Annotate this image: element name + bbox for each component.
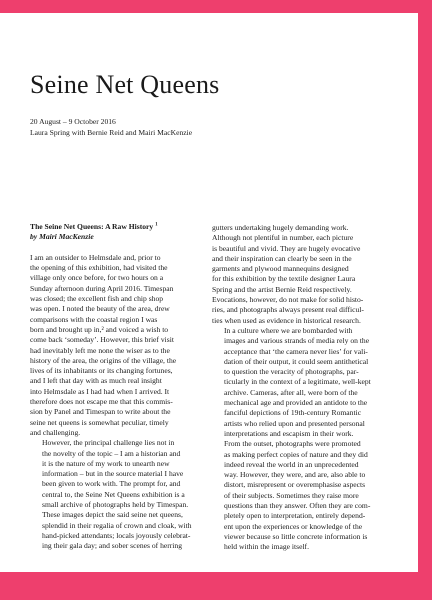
text-line: village only once before, for two hours on a xyxy=(30,273,164,283)
text-line: However, the principal challenge lies not in xyxy=(42,438,175,448)
text-line: garments and plywood mannequins designed xyxy=(212,264,349,274)
text-line: Although not plentiful in number, each picture xyxy=(212,233,354,243)
text-line: ent upon the experiences or knowledge of the xyxy=(224,521,363,531)
text-line: Spring and the artist Bernie Reid respectively. xyxy=(212,284,352,294)
text-line: born and brought up in,² and voiced a wish to xyxy=(30,324,169,334)
text-line: history of the area, the origins of the village, the xyxy=(30,355,177,365)
text-line: pletely open to interpretation, entirely depend- xyxy=(224,511,366,521)
text-line: was closed; the excellent fish and chip shop xyxy=(30,294,164,304)
text-line: viewer because so little concrete information is xyxy=(224,531,368,541)
text-line: held within the image itself. xyxy=(224,542,309,552)
text-line: been given to work with. The prompt for, and xyxy=(42,479,181,489)
text-line: Sunday afternoon during April 2016. Timespan xyxy=(30,283,174,293)
text-line: ticularly in the context of a legitimate, well-kept xyxy=(224,377,371,387)
exhibition-artists: Laura Spring with Bernie Reid and Mairi MacKenzie xyxy=(30,128,193,137)
accent-bar-top xyxy=(0,0,432,13)
right-column-body xyxy=(212,223,393,553)
exhibition-meta xyxy=(30,116,192,138)
page-title: Seine Net Queens xyxy=(30,70,220,99)
text-line: information – but in the source material I have xyxy=(42,469,184,479)
text-line: gutters undertaking hugely demanding work. xyxy=(212,223,349,232)
text-line: ries, and photographs always present real difficul- xyxy=(212,305,364,315)
article-author: by Mairi MacKenzie xyxy=(30,232,94,242)
text-line: therefore does not escape me that this commis- xyxy=(30,397,173,407)
text-line: comparisons with the coastal region I was xyxy=(30,314,158,324)
text-line: the novelty of the topic – I am a historian and xyxy=(42,448,181,458)
text-line: artists who relied upon and presented personal xyxy=(224,418,365,428)
text-line: I am an outsider to Helmsdale and, prior to xyxy=(30,252,161,262)
text-line: of their subjects. Sometimes they raise more xyxy=(224,490,359,500)
paragraph xyxy=(30,438,211,551)
text-line: the opening of this exhibition, had visited the xyxy=(30,263,168,273)
text-line: for this exhibition by the textile designer Laura xyxy=(212,274,356,284)
article-title-footnote: 1 xyxy=(155,222,158,228)
text-line: ties when used as evidence in historical research. xyxy=(212,315,361,325)
left-column-body xyxy=(30,253,211,552)
text-line: These images depict the said seine net queens, xyxy=(42,510,183,520)
accent-bar-bottom xyxy=(0,572,432,600)
text-line: and their inspiration can clearly be seen in the xyxy=(212,253,352,263)
text-line: dation of their output, it could seem antithetical xyxy=(224,356,369,366)
text-line: as making perfect copies of nature and they did xyxy=(224,449,368,459)
text-line: is beautiful and vivid. They are hugely evocative xyxy=(212,243,361,253)
text-line: ing their gala day; and sober scenes of herring xyxy=(42,541,183,551)
text-line: acceptance that ‘the camera never lies’ for vali- xyxy=(224,346,368,356)
text-line: to question the veracity of photographs, par- xyxy=(224,367,359,377)
text-line: had inevitably left me none the wiser as to the xyxy=(30,345,170,355)
text-line: splendid in their regalia of crown and cloak, with xyxy=(42,520,192,530)
text-line: way. However, they were, and are, also able to xyxy=(224,470,366,480)
text-line: central to, the Seine Net Queens exhibition is a xyxy=(42,489,185,499)
column-left xyxy=(30,222,211,552)
text-line: images and various strands of media rely on the xyxy=(224,336,370,346)
text-line: small archive of photographs held by Timespan. xyxy=(42,500,189,510)
text-line: distort, misrepresent or overemphasise aspects xyxy=(224,480,366,490)
text-line: was open. I noted the beauty of the area, drew xyxy=(30,304,170,314)
text-line: interpretations and escapism in their work. xyxy=(224,428,354,438)
text-line: indeed reveal the world in an unprecedented xyxy=(224,459,359,469)
text-line: and I left that day with as much real insight xyxy=(30,376,162,386)
article-title-text: The Seine Net Queens: A Raw History xyxy=(30,222,154,231)
text-line: sion by Panel and Timespan to write about the xyxy=(30,407,171,417)
text-line: into Helmsdale as I had had when I arrived. It xyxy=(30,386,170,396)
text-line: hand-picked attendants; locals joyously celebrat- xyxy=(42,530,191,540)
article-title xyxy=(30,222,211,232)
text-line: come back ‘someday’. However, this brief visit xyxy=(30,335,174,345)
text-line: and challenging. xyxy=(30,427,81,437)
text-line: fanciful depictions of 19th-century Romantic xyxy=(224,408,362,418)
text-line: it is the nature of my work to unearth new xyxy=(42,458,170,468)
text-line: questions than they answer. Often they are com- xyxy=(224,501,371,511)
paragraph xyxy=(212,326,393,553)
text-line: Evocations, however, do not make for solid histo- xyxy=(212,295,364,305)
exhibition-dates: 20 August – 9 October 2016 xyxy=(30,117,116,126)
text-line: archive. Cameras, after all, were born of the xyxy=(224,387,358,397)
text-line: In a culture where we are bombarded with xyxy=(224,325,353,335)
text-line: seine net queens is somewhat peculiar, timely xyxy=(30,417,169,427)
text-line: From the outset, photographs were promoted xyxy=(224,439,361,449)
text-line: mechanical age and provided an antidote to the xyxy=(224,398,368,408)
paragraph xyxy=(30,253,211,438)
text-line: lives of its inhabitants or its changing fortunes, xyxy=(30,366,173,376)
accent-bar-right xyxy=(418,0,432,600)
column-right xyxy=(212,223,393,553)
paragraph xyxy=(212,223,393,326)
